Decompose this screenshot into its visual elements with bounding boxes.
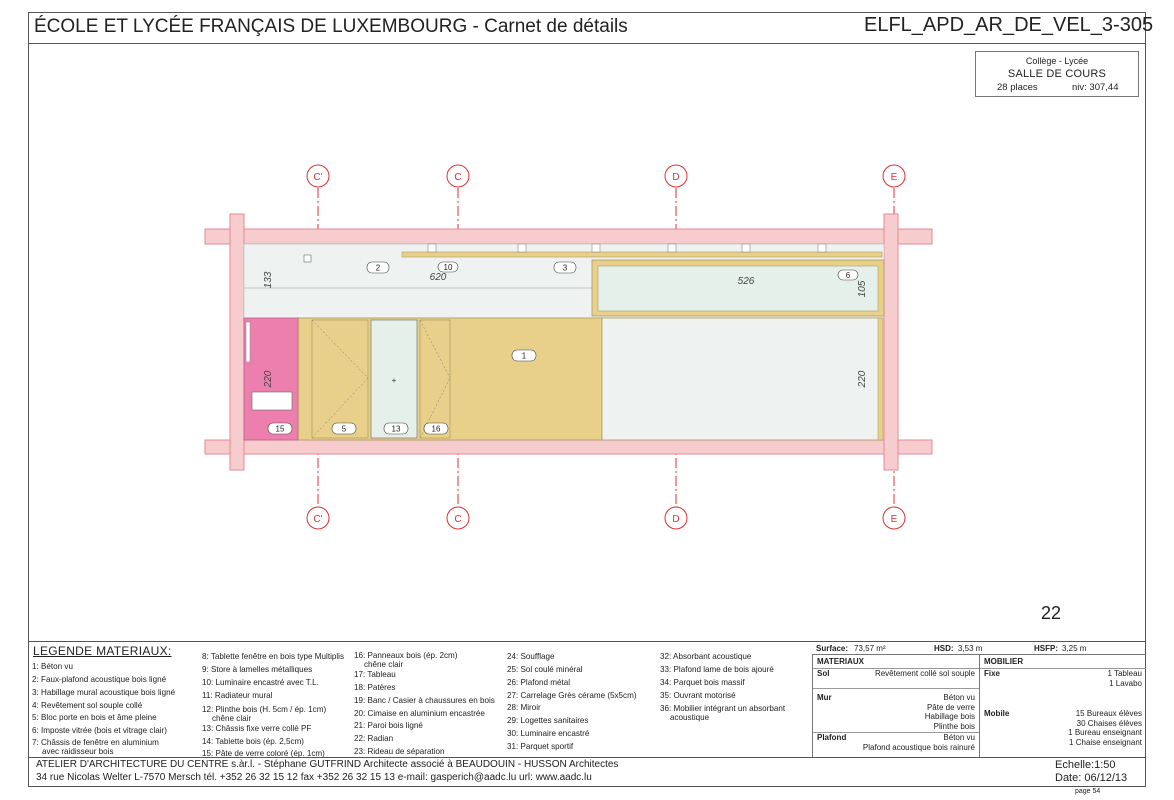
legend-item: 33: Plafond lame de bois ajouré [660,664,774,674]
mur-label: Mur [817,693,832,702]
legend-item: chêne clair [212,714,252,724]
axis-label-bottom-2: C [454,514,462,525]
legend-item: 14: Tablette bois (ép. 2,5cm) [202,737,304,747]
mobile-value: 15 Bureaux élèves [1075,709,1142,718]
legend-item: 26: Plafond métal [507,677,570,687]
page-number: page 54 [1075,788,1101,795]
fixe-value: 1 Tableau [1107,669,1142,678]
svg-text:+: + [391,376,397,385]
mur-value: Habillage bois [924,712,975,721]
legend-item: 17: Tableau [354,670,396,679]
surface-value: 73,57 m² [854,644,886,653]
legend-item: 10: Luminaire encastré avec T.L. [202,677,319,687]
fixe-values [1107,669,1142,688]
furniture-heading: MOBILIER [984,657,1024,666]
legend-column-1 [32,661,197,756]
room-spec-table [812,642,1146,757]
legend-item: 22: Radian [354,734,394,744]
mur-value: Béton vu [943,693,975,702]
axis-label-bottom-3: D [672,514,680,525]
legend-title: LEGENDE MATERIAUX: [33,644,172,658]
legend-item: 8: Tablette fenêtre en bois type Multiplis [202,652,345,661]
legend-item: acoustique [670,713,710,723]
hsd-label: HSD: [934,644,954,653]
legend-item: 18: Patères [354,682,396,692]
tag-3: 3 [562,263,568,273]
legend-item: 30: Luminaire encastré [507,729,590,739]
materials-heading: MATERIAUX [817,657,864,666]
legend-item: 27: Carrelage Grès cérame (5x5cm) [507,690,637,700]
room-places: 28 places [997,82,1038,93]
legend-item: 16: Panneaux bois (ép. 2cm) [354,651,458,660]
sheet-number: 22 [1041,603,1062,623]
legend-item: 29: Logettes sanitaires [507,716,589,726]
sol-value: Revêtement collé sol souple [874,669,975,678]
legend-item: 34: Parquet bois massif [660,677,745,687]
architect-contact: 34 rue Nicolas Welter L-7570 Mersch tél. +352 26 32 15 12 fax +352 26 32 15 13 e-mail: gasperich@aadc.lu url: www.aadc.lu [36,772,592,783]
axis-label-top-3: D [672,172,680,183]
room-level: niv: 307,44 [1072,82,1119,93]
hsfp-value: 3,25 m [1062,644,1087,653]
mur-value: Plinthe bois [933,721,975,731]
legend-item: 25: Sol coulé minéral [507,664,583,674]
legend-item: 21: Paroi bois ligné [354,721,423,731]
project-title: ÉCOLE ET LYCÉE FRANÇAIS DE LUXEMBOURG - Carnet de détails [34,16,628,37]
hsd-value: 3,53 m [958,644,983,653]
plafond-label: Plafond [817,733,847,742]
tag-13: 13 [391,424,401,434]
axis-label-top-2: C [454,172,462,183]
fixe-value: 1 Lavabo [1109,678,1142,688]
legend-item: 11: Radiateur mural [202,690,273,700]
legend-item: 5: Bloc porte en bois et âme pleine [32,713,157,723]
architect-name: ATELIER D'ARCHITECTURE DU CENTRE s.àr.l. - Stéphane GUTFRIND Architecte associé à BEAUDOUIN - HUSSON Architectes [36,759,619,770]
materials-column [812,654,980,757]
axis-label-bottom-1: C' [313,514,323,525]
mobile-value: 1 Chaise enseignant [1069,737,1142,747]
legend-column-2 [202,651,350,758]
legend-item: 13: Châssis fixe verre collé PF [202,724,312,734]
surface-label: Surface: [816,644,849,653]
legend-item: 28: Miroir [507,703,541,713]
legend-item: 36: Mobilier intégrant un absorbant [660,704,786,714]
room-category: Collège - Lycée [1025,56,1089,66]
mobile-value: 1 Bureau enseignant [1068,728,1142,737]
legend-item: 23: Rideau de séparation [354,747,445,757]
plafond-value: Béton vu [943,733,975,742]
dimension-105: 105 [857,280,868,298]
legend-item: 32: Absorbant acoustique [660,652,752,661]
mobile-label: Mobile [984,709,1010,718]
plafond-value: Plafond acoustique bois rainuré [862,742,975,752]
tag-5: 5 [341,424,347,434]
hsfp-label: HSFP: [1034,644,1058,653]
drawing-date: Date: 06/12/13 [1055,772,1128,784]
tag-6: 6 [845,271,851,280]
dimension-220-left: 220 [263,370,274,388]
legend-column-4 [507,651,657,754]
mobile-values [1068,709,1142,747]
drawing-code: ELFL_APD_AR_DE_VEL_3-305 [864,14,1154,36]
room-name: SALLE DE COURS [1007,68,1107,80]
legend-item: 35: Ouvrant motorisé [660,690,736,700]
legend-item: 31: Parquet sportif [507,741,574,751]
legend-item: 4: Revêtement sol souple collé [32,700,143,710]
axis-label-bottom-4: E [890,514,898,525]
tag-15: 15 [275,424,285,434]
footer-divider [28,757,1146,758]
furniture-column [980,654,1146,757]
tag-1: 1 [521,351,527,361]
tag-10: 10 [443,263,453,272]
legend-column-5 [660,651,810,722]
left-wall [230,214,244,470]
open-floor [602,318,882,440]
legend-item: 19: Banc / Casier à chaussures en bois [354,695,495,705]
mobile-value: 30 Chaises élèves [1076,718,1142,728]
mur-value: Pâte de verre [926,702,975,712]
legend-item: 20: Cimaise en aluminium encastrée [354,708,485,718]
right-wall [884,214,898,470]
light-rail [402,252,882,257]
legend-item: 3: Habillage mural acoustique bois ligné [32,687,176,697]
drawing-scale: Echelle:1:50 [1055,759,1116,771]
tag-16: 16 [431,424,441,434]
legend-item: 6: Imposte vitrée (bois et vitrage clair) [32,726,167,736]
tag-2: 2 [375,263,381,273]
bottom-wall [205,440,932,454]
mur-values [925,693,975,731]
plafond-values [863,733,975,752]
legend-item: avec raidisseur bois [42,747,114,757]
dimension-133: 133 [263,271,274,289]
legend-item: 1: Béton vu [32,662,73,671]
legend-item: 15: Pâte de verre coloré (ép. 1cm) [202,749,325,759]
axis-label-top-4: E [890,172,898,183]
legend-column-3 [354,651,504,759]
legend-item: 2: Faux-plafond acoustique bois ligné [32,674,167,684]
top-wall [205,229,932,244]
dimension-220-right: 220 [857,370,868,388]
fixe-label: Fixe [984,669,1001,678]
dimension-620: 620 [429,272,447,283]
sol-label: Sol [817,669,830,678]
legend-item: 12: Plinthe bois (H. 5cm / ép. 1cm) [202,705,327,715]
legend-item: 24: Soufflage [507,652,555,661]
axis-label-top-1: C' [313,172,323,183]
legend-item: chêne clair [364,660,404,669]
legend-item: 9: Store à lamelles métalliques [202,664,313,674]
dimension-526: 526 [737,276,755,287]
legend-item: 7: Châssis de fenêtre en aluminium [32,738,159,748]
